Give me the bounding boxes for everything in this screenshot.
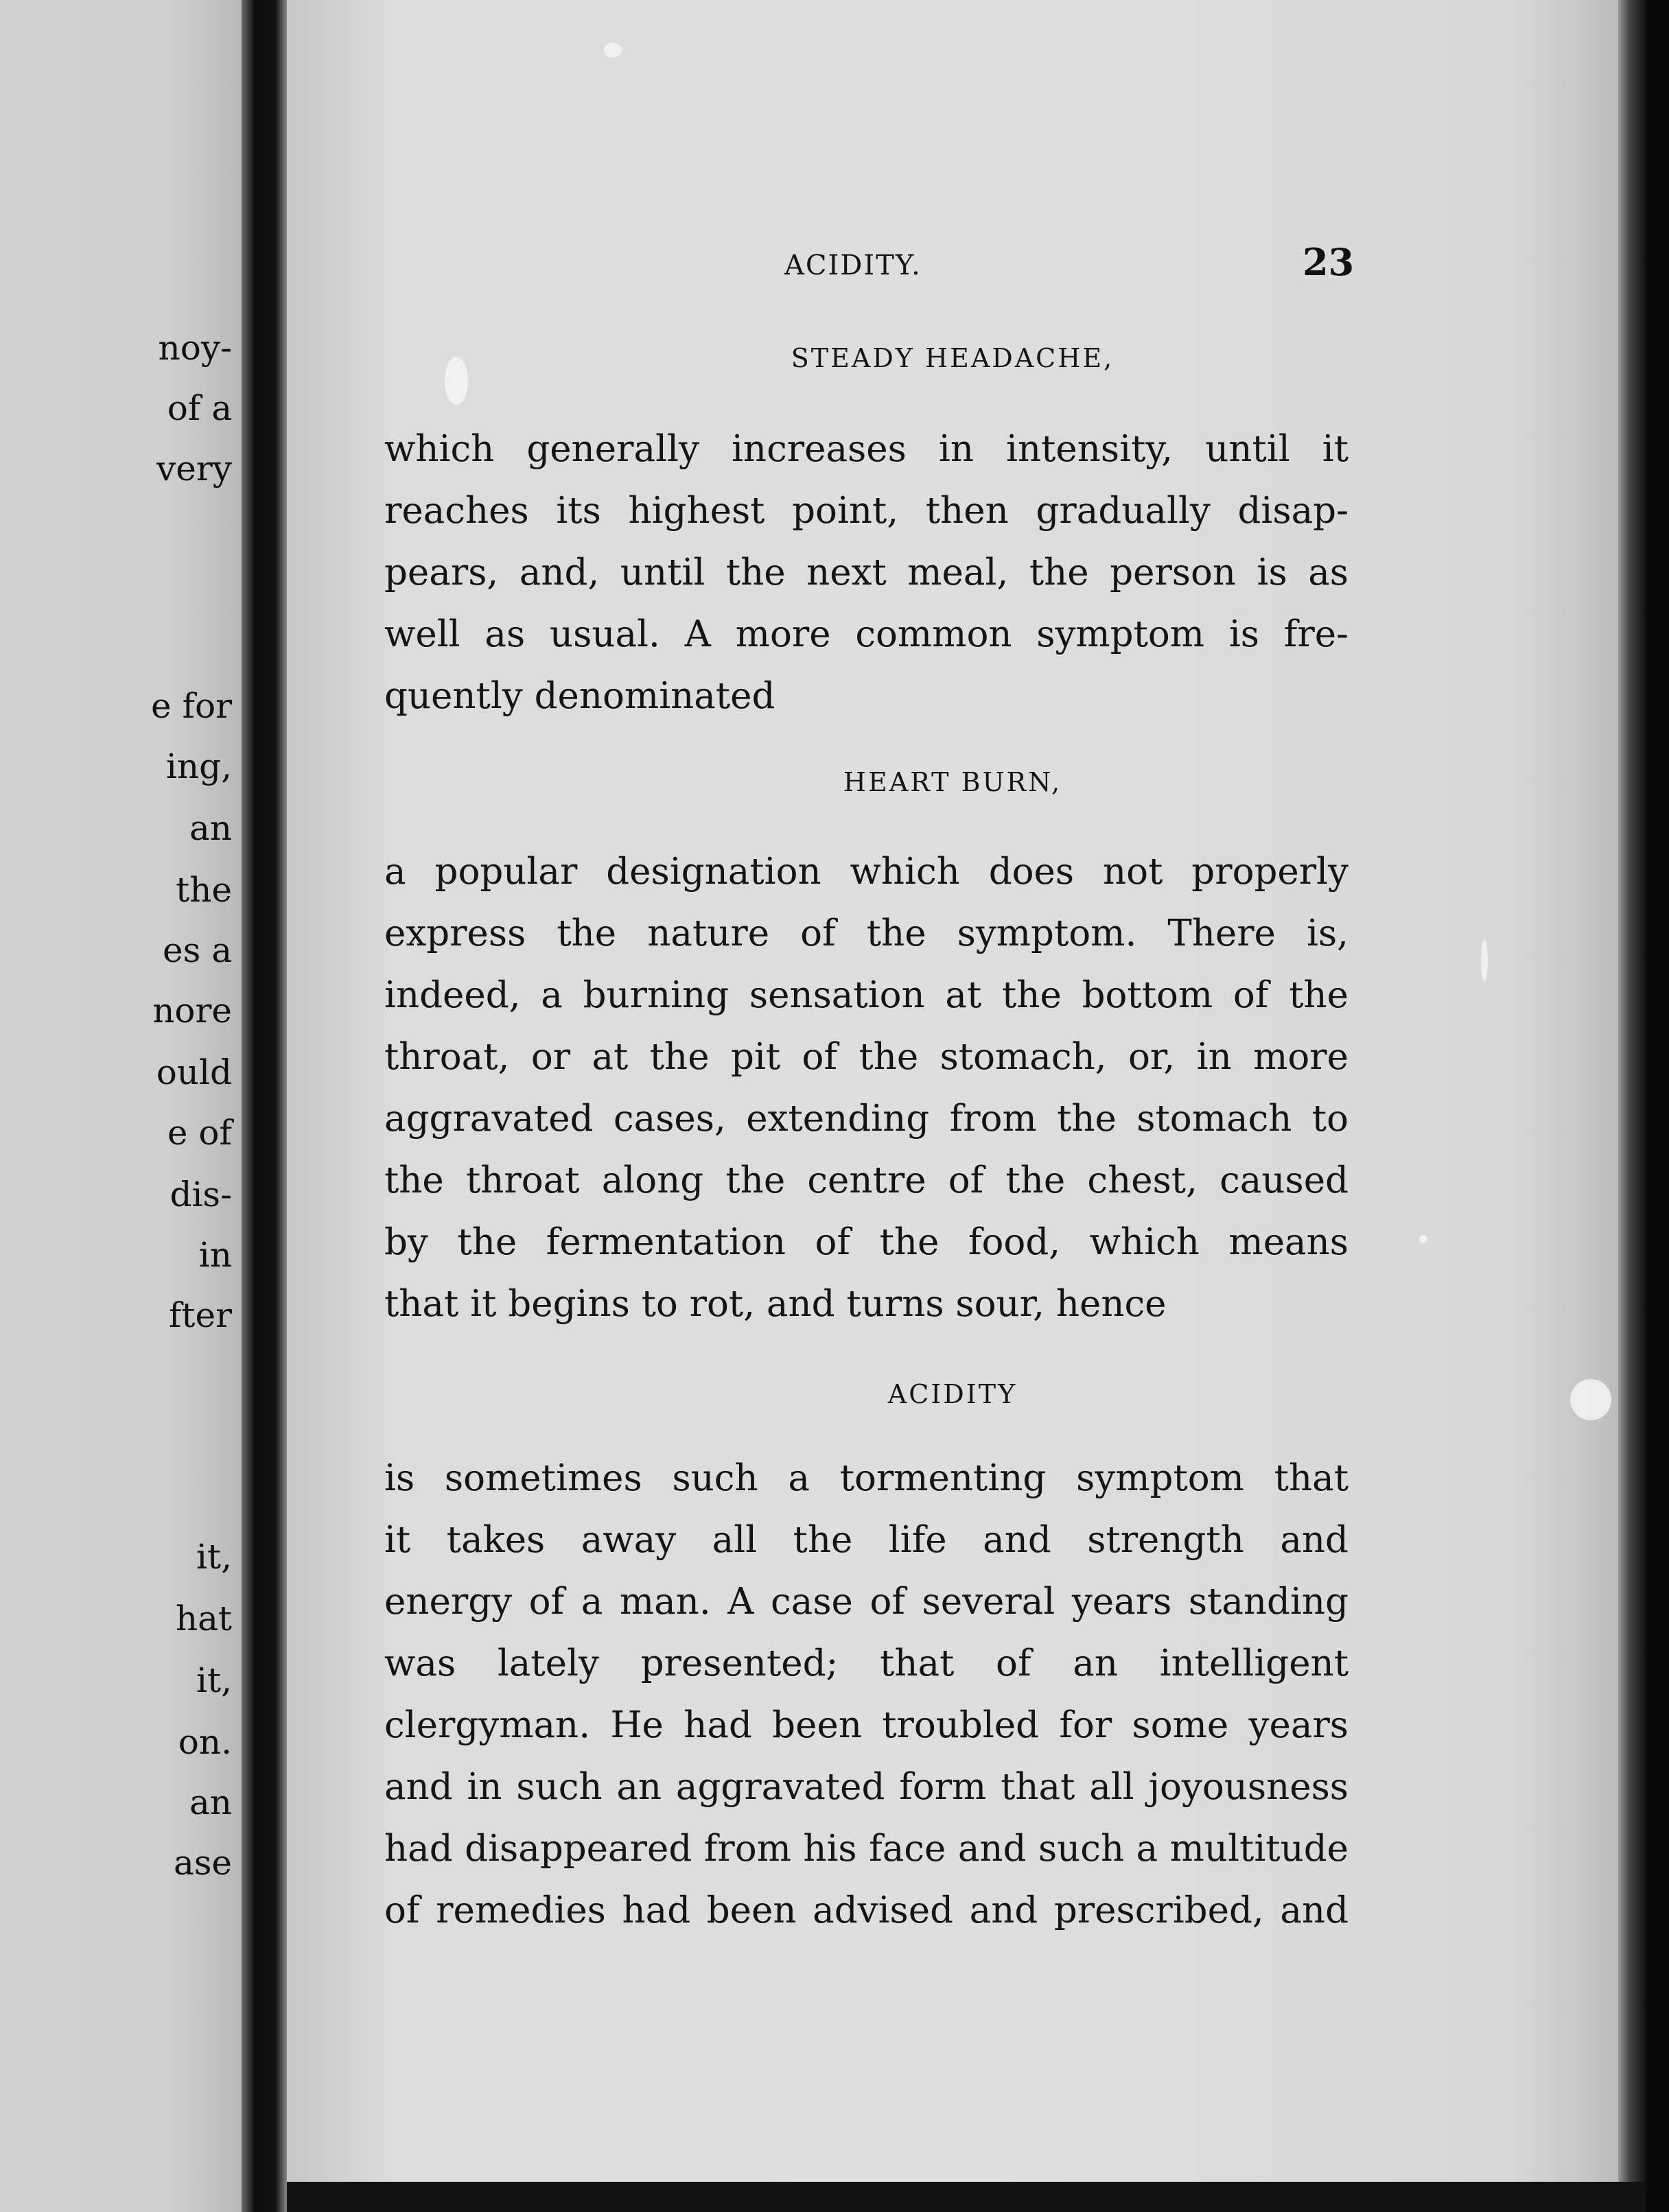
left-fragment: an — [189, 1782, 232, 1822]
page-number: 23 — [1303, 240, 1355, 284]
text-line: express the nature of the symptom. There is, — [384, 913, 1349, 954]
left-fragment: nore — [152, 991, 232, 1031]
paragraph-2 — [384, 841, 1349, 1335]
text-line: was lately presented; that of an intelligent — [384, 1643, 1349, 1684]
text-line: had disappeared from his face and such a multitude — [384, 1828, 1349, 1870]
left-fragment: ould — [156, 1052, 232, 1092]
left-fragment: e for — [151, 686, 232, 726]
left-fragment: noy- — [158, 328, 232, 368]
text-line: of remedies had been advised and prescribed, and — [384, 1890, 1349, 1931]
text-line: is sometimes such a tormenting symptom that — [384, 1457, 1349, 1499]
left-fragment: of a — [167, 388, 232, 428]
left-fragment: ase — [173, 1843, 232, 1883]
dust-speck — [1570, 1379, 1611, 1420]
text-line: a popular designation which does not properly — [384, 851, 1349, 893]
text-line: indeed, a burning sensation at the bottom of the — [384, 974, 1349, 1016]
text-line: it takes away all the life and strength and — [384, 1519, 1349, 1561]
book-gutter — [242, 0, 287, 2212]
text-line: that it begins to rot, and turns sour, hence — [384, 1283, 1167, 1325]
text-line: reaches its highest point, then gradually disap- — [384, 490, 1349, 532]
dust-speck — [604, 43, 622, 58]
left-fragment: dis- — [170, 1175, 232, 1214]
left-fragment: the — [176, 870, 232, 910]
dust-speck — [1481, 940, 1488, 981]
text-line: and in such an aggravated form that all joyousness — [384, 1766, 1349, 1808]
left-fragment: in — [198, 1235, 232, 1275]
text-line: aggravated cases, extending from the stomach to — [384, 1098, 1349, 1140]
heading-steady-headache: STEADY HEADACHE, — [791, 343, 1114, 373]
left-fragment: an — [189, 808, 232, 848]
left-fragment: it, — [196, 1660, 232, 1700]
left-fragment: it, — [196, 1537, 232, 1577]
text-line: pears, and, until the next meal, the person is as — [384, 552, 1349, 593]
text-line: throat, or at the pit of the stomach, or, in more — [384, 1036, 1349, 1078]
left-page — [0, 0, 242, 2212]
left-fragment: es a — [163, 930, 232, 970]
running-head — [287, 240, 1618, 288]
dust-speck — [445, 357, 468, 405]
running-title: ACIDITY. — [784, 250, 922, 281]
left-fragment: very — [156, 449, 232, 489]
text-line: the throat along the centre of the chest, caused — [384, 1160, 1349, 1201]
left-fragment: on. — [178, 1722, 232, 1762]
paragraph-3 — [384, 1448, 1349, 1942]
paragraph-1 — [384, 419, 1349, 727]
left-fragment: hat — [175, 1599, 232, 1638]
text-line: by the fermentation of the food, which means — [384, 1221, 1349, 1263]
left-fragment: fter — [168, 1295, 232, 1335]
right-page-edge — [1618, 0, 1646, 2212]
dust-speck — [1419, 1235, 1427, 1243]
text-line: quently denominated — [384, 675, 775, 717]
heading-heart-burn: HEART BURN, — [843, 767, 1062, 797]
heading-acidity: ACIDITY — [887, 1379, 1018, 1409]
left-fragment: e of — [167, 1113, 232, 1153]
left-fragment: ing, — [165, 746, 232, 786]
text-line: clergyman. He had been troubled for some years — [384, 1704, 1349, 1746]
text-line: well as usual. A more common symptom is fre- — [384, 613, 1349, 655]
text-line: energy of a man. A case of several years standing — [384, 1581, 1349, 1623]
text-line: which generally increases in intensity, until it — [384, 428, 1349, 470]
right-page — [287, 0, 1618, 2182]
bottom-page-edge — [287, 2182, 1646, 2212]
